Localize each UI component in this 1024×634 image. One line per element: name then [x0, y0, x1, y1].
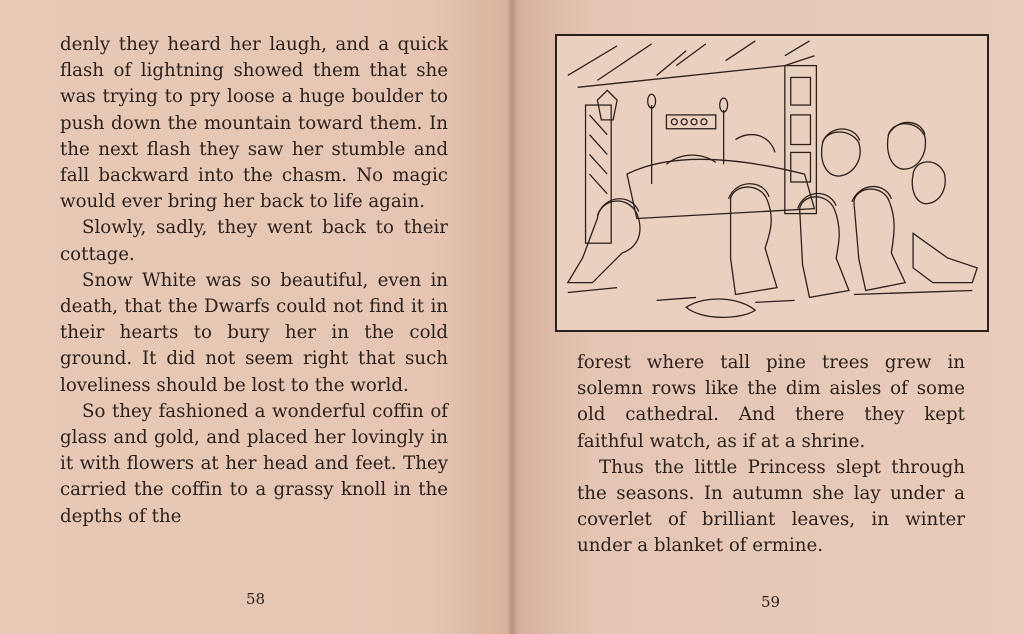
paragraph: Snow White was so beautiful, even in death, that the Dwarfs could not find it in their hearts to bury her in the cold ground. It did not seem right that such loveliness should be lost to the world.: [60, 269, 448, 396]
paragraph: Thus the little Princess slept through the seasons. In autumn she lay under a coverlet of brilliant leaves, in winter under a blanket of ermine.: [577, 456, 965, 557]
paragraph: So they fashioned a wonderful coffin of glass and gold, and placed her lovingly in it with flowers at her head and feet. They carried the coffin to a grassy knoll in the depths of the: [60, 400, 448, 527]
dwarfs-mourning-illustration: [555, 34, 989, 332]
page-number-left: 58: [246, 590, 266, 608]
paragraph: forest where tall pine trees grew in solemn rows like the dim aisles of some old cathedral. And there they kept faithful watch, as if at a shrine.: [577, 352, 965, 452]
right-page-text: [577, 350, 965, 560]
paragraph: Slowly, sadly, they went back to their cottage.: [60, 217, 448, 265]
paragraph: denly they heard her laugh, and a quick flash of lightning showed them that she was trying to pry loose a huge boulder to push down the mountain toward them. In the next flash they saw her stumble and fall backward into the chasm. No magic would ever bring her back to life again.: [60, 34, 448, 213]
left-page: [0, 0, 505, 634]
illustration-drawing-icon: [557, 36, 987, 330]
right-page: [515, 0, 1024, 634]
page-number-right: 59: [761, 593, 781, 611]
left-page-text: [60, 32, 448, 530]
